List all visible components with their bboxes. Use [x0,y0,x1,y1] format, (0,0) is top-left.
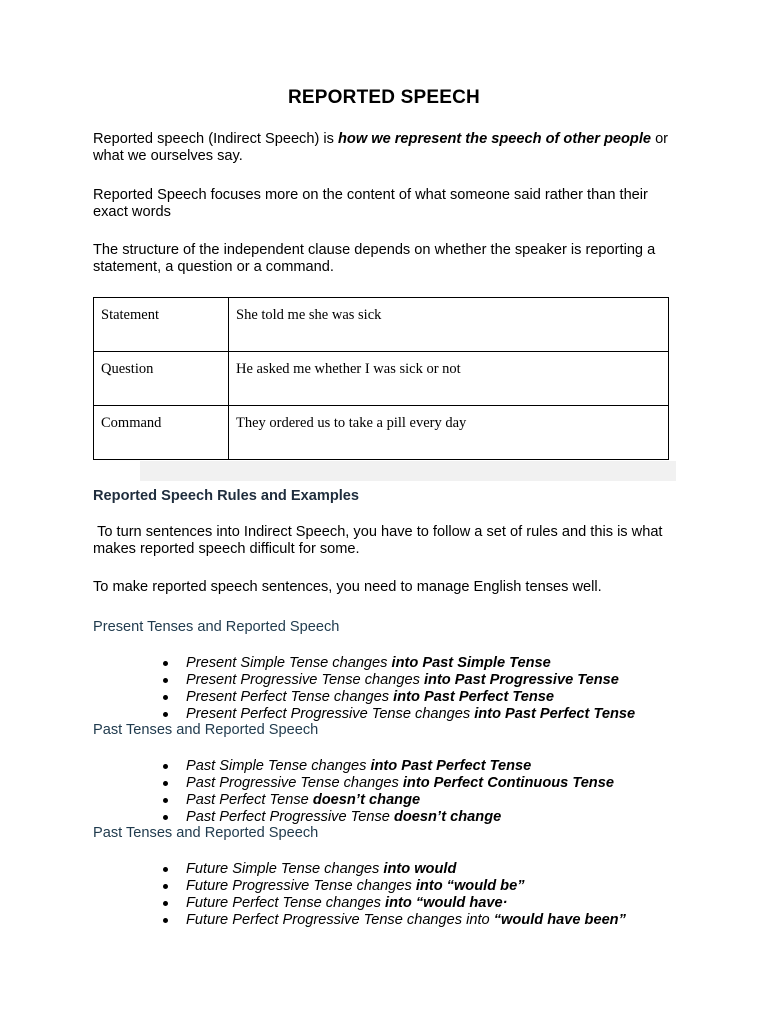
list-item [163,861,626,878]
list-item-text: Present Perfect Progressive Tense changes [186,706,475,722]
list-item-emphasis: into Past Perfect Tense [393,689,555,705]
rules-paragraph-2: To make reported speech sentences, you need to manage English tenses well. [93,579,602,595]
list-item-emphasis: doesn’t change [312,792,421,808]
list-item [163,912,626,929]
page-title: REPORTED SPEECH [288,87,480,108]
list-item [163,809,614,826]
table-cell-example: They ordered us to take a pill every day [229,406,669,460]
list-item-text: Past Perfect Progressive Tense [186,809,394,825]
table-row [94,352,669,406]
list-item-text: Future Simple Tense changes [186,861,384,877]
list-item-text: Future Perfect Progressive Tense changes into [186,912,494,928]
intro-paragraph-3: The structure of the independent clause depends on whether the speaker is reporting a statement, a question or a command. [93,242,656,275]
bullet-icon [163,918,168,923]
list-item-text: Past Perfect Tense [186,792,313,808]
intro-paragraph-2: Reported Speech focuses more on the content of what someone said rather than their exact words [93,187,648,220]
group-heading-past: Past Tenses and Reported Speech [93,722,319,738]
list-item-text: Future Progressive Tense changes [186,878,416,894]
bullet-icon [163,695,168,700]
list-item-emphasis: doesn’t change [393,809,502,825]
list-item [163,792,614,809]
list-item-text: Past Simple Tense changes [186,758,371,774]
bullet-icon [163,901,168,906]
list-item-text: Present Progressive Tense changes [186,672,424,688]
intro-paragraph-1 [93,131,678,165]
group-heading-present: Present Tenses and Reported Speech [93,619,340,635]
table-cell-example: He asked me whether I was sick or not [229,352,669,406]
table-cell-example: She told me she was sick [229,298,669,352]
bullet-icon [163,764,168,769]
bullet-icon [163,781,168,786]
list-item [163,706,635,723]
bullet-icon [163,661,168,666]
bullet-icon [163,712,168,717]
list-item-text: Present Simple Tense changes [186,655,392,671]
list-item-emphasis: “would have been” [493,912,626,928]
rules-paragraph-1: To turn sentences into Indirect Speech, you have to follow a set of rules and this is what makes reported speech difficult for some. [93,524,667,557]
list-item-emphasis: into Past Perfect Tense [370,758,532,774]
table-cell-type: Command [94,406,229,460]
bullet-icon [163,867,168,872]
speech-types-table [93,297,669,460]
list-item [163,672,635,689]
list-item-emphasis: into “would have· [385,895,508,911]
list-item [163,689,635,706]
list-item [163,758,614,775]
bullet-icon [163,798,168,803]
table-cell-type: Statement [94,298,229,352]
group-heading-future: Past Tenses and Reported Speech [93,825,319,841]
intro-p1-emphasis: how we represent the speech of other people [337,131,652,147]
list-item-emphasis: into Perfect Continuous Tense [402,775,614,791]
bullet-icon [163,815,168,820]
rules-list-present [163,655,635,723]
list-item [163,655,635,672]
list-item-emphasis: into would [383,861,457,877]
list-item [163,775,614,792]
list-item-text: Past Progressive Tense changes [186,775,403,791]
table-row [94,406,669,460]
rules-list-past [163,758,614,826]
table-row [94,298,669,352]
table-cell-type: Question [94,352,229,406]
list-item-emphasis: into Past Perfect Tense [474,706,636,722]
list-item-emphasis: into Past Progressive Tense [423,672,619,688]
rules-heading: Reported Speech Rules and Examples [93,488,360,504]
list-item [163,895,626,912]
table-shadow [140,461,676,481]
rules-list-future [163,861,626,929]
list-item-emphasis: into Past Simple Tense [391,655,551,671]
bullet-icon [163,884,168,889]
bullet-icon [163,678,168,683]
list-item-text: Future Perfect Tense changes [186,895,386,911]
list-item-emphasis: into “would be” [415,878,525,894]
list-item-text: Present Perfect Tense changes [186,689,394,705]
intro-p1-end: or what we ourselves say. [93,131,669,164]
list-item [163,878,626,895]
intro-p1-start: Reported speech (Indirect Speech) is [93,131,338,147]
